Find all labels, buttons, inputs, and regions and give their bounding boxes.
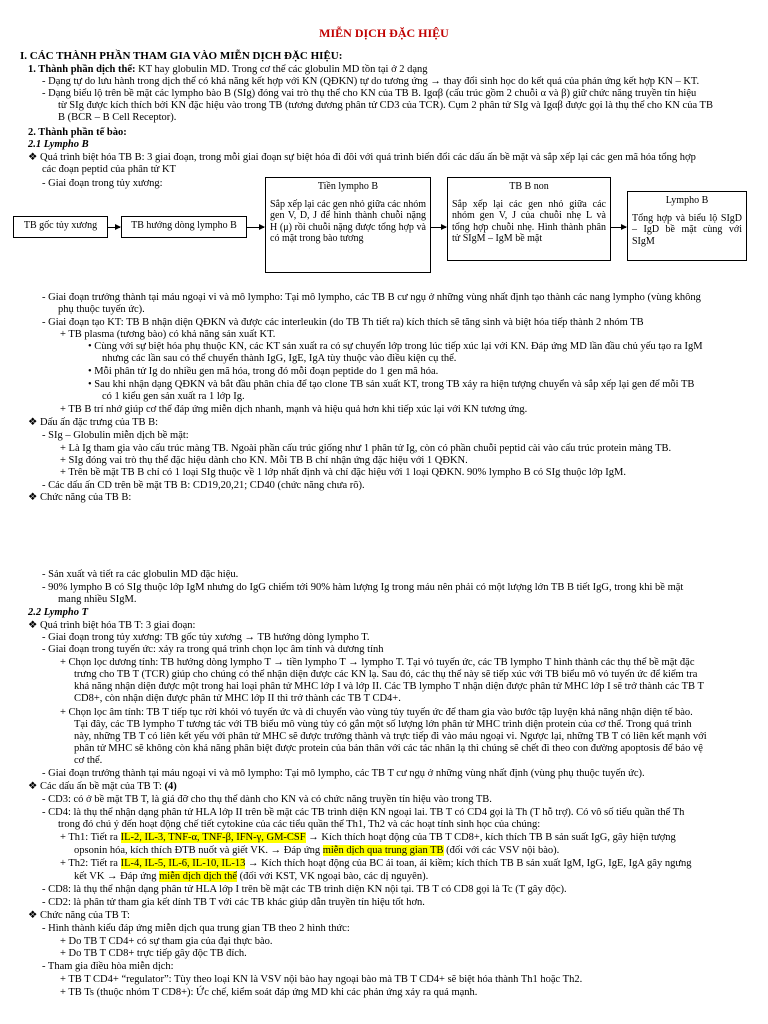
text-line: + TB plasma (tương bào) có khả năng sản xuất KT. (60, 329, 276, 340)
section-heading-1: I. CÁC THÀNH PHẦN THAM GIA VÀO MIỄN DỊCH ĐẶC HIỆU: (20, 50, 343, 62)
text-line: có 1 kiểu gen sản xuất ra 1 lớp Ig. (102, 391, 245, 402)
text-line: - Sản xuất và tiết ra các globulin MD đặc hiệu. (42, 569, 239, 580)
flow-box-heading: Lympho B (665, 195, 709, 206)
text-line: + TB Ts (thuộc nhóm T CD8+): Ức chế, kiểm soát đáp ứng MD khi các phản ứng xảy ra quá mạnh. (60, 987, 478, 998)
flow-box-text: Tổng hợp và biểu lộ SIgD – IgD bề mặt cùng với SIgM (632, 212, 742, 247)
text-line: - Dạng tự do lưu hành trong dịch thể có khả năng kết hợp với KN (QĐKN) tự do tương ứng → thay đổi sinh học do kết quả của phản ứng kết hợp KN – KT. (42, 76, 700, 87)
text-line: ❖ Dấu ấn đặc trưng của TB B: (28, 417, 159, 428)
text-line: ❖ Quá trình biệt hóa TB T: 3 giai đoạn: (28, 620, 196, 631)
flow-arrow (247, 227, 264, 228)
text-line: nhưng các lần sau có thể chuyển thành IgG, IgE, IgA tùy thuộc vào điều kiện cụ thể. (102, 353, 457, 364)
text-line: + TB B trí nhớ giúp cơ thể đáp ứng miễn dịch nhanh, mạnh và hiệu quả hơn khi tiếp xúc lại với KN tương ứng. (60, 404, 528, 415)
text-line: ❖ Quá trình biệt hóa TB B: 3 giai đoạn, trong mỗi giai đoạn sự biệt hóa đi đôi với quá trình biến đổi các dấu ấn bề mặt và sắp xếp lại các gen mã hóa tổng hợp (28, 152, 696, 163)
text-line: - CD2: là phân tử tham gia kết dính TB T với các TB khác giúp dẫn truyền tín hiệu tốt hơn. (42, 897, 425, 908)
text-line: • Cùng với sự biệt hóa phụ thuộc KN, các KT sản xuất ra có sự chuyển lớp trong lúc tiếp xúc lại với KN. Đáp ứng MD lần đầu chủ yếu tạo ra IgM (88, 341, 703, 352)
flow-box-heading: Tiền lympho B (317, 181, 379, 192)
text-line: trưng cho TB T (TCR) giúp cho chúng có thể nhận diện được các KN lạ. Sau đó, các thụ thể này sẽ tiếp xúc với TB biểu mô vỏ tuyến ức để kiểm tra (74, 669, 698, 680)
text-line: - Giai đoạn trong tuyến ức: xảy ra trong quá trình chọn lọc âm tính và dương tính (42, 644, 384, 655)
flow-box-text: Sắp xếp lại các gen nhỏ giữa các nhóm gen V, D, J để hình thành chuỗi nặng H (μ) rồi chuỗi nặng được tổng hợp và có mặt trong bào tương (270, 198, 426, 244)
text-line: khả năng nhận diện được một trong hai loại phân tử MHC lớp I và lớp II. Các TB lympho T nhận diện được phân tử MHC lớp I sẽ trở thành các TB T (74, 681, 704, 692)
text-line: • Sau khi nhận dạng QĐKN và bắt đầu phân chia để tạo clone TB sản xuất KT, trong TB xảy ra hiện tượng chuyển và sắp xếp lại gen để mỗi TB (88, 379, 695, 390)
flow-box-stem-cell: TB gốc tủy xương (13, 216, 108, 238)
text-line: - Giai đoạn tạo KT: TB B nhận diện QĐKN và được các interleukin (do TB Th tiết ra) kích thích sẽ tăng sinh và biệt hóa tiếp thành 2 nhóm TB (42, 317, 644, 328)
text-line: phân tử MHC sẽ không còn khả năng phân biệt được protein của bản thân với các tác nhân lạ thì chúng sẽ chết đi theo con đường apoptosis để bảo vệ (74, 743, 703, 754)
text-line: ❖ Chức năng của TB T: (28, 910, 130, 921)
text-line: cơ thể. (74, 755, 103, 766)
page-title: MIỄN DỊCH ĐẶC HIỆU (319, 26, 449, 40)
text-line: + Th2: Tiết ra IL-4, IL-5, IL-6, IL-10, IL-13 → Kích thích hoạt động của BC ái toan, ái kiềm; kích thích TB B sản xuất IgM, IgG, IgE, IgA gây ngưng (60, 858, 692, 869)
highlight: miễn dịch dịch thể (159, 871, 237, 882)
text-line: - 90% lympho B có SIg thuộc lớp IgM nhưng do IgG chiếm tới 90% hàm lượng Ig trong máu nên phải có một lượng lớn TB B tiết IgG, trong khi bề mặt (42, 582, 684, 593)
text-line: + Do TB T CD4+ có sự tham gia của đại thực bào. (60, 936, 273, 947)
flow-box-immature-b (447, 177, 611, 261)
text-line: này, những TB T có liên kết yếu với phân tử MHC sẽ được trưởng thành và trực tiếp đi vào máu ngoại vi. Ngược lại, những TB T có liên kết mạnh với (74, 731, 707, 742)
text-line: phụ thuộc tuyến ức). (58, 304, 145, 315)
text-line: + Trên bề mặt TB B chỉ có 1 loại SIg thuộc về 1 lớp nhất định và chỉ đặc hiệu với 1 loại QĐKN. 90% lympho B có SIg thuộc lớp IgM. (60, 467, 626, 478)
subsection-lympho-b: 2.1 Lympho B (28, 139, 89, 150)
text-line: CD8+, còn nhận diện được phân tử MHC lớp II thì trở thành các TB T CD4+. (74, 693, 401, 704)
text-line: Tại đây, các TB lympho T tương tác với TB biểu mô vùng tủy có gắn một số lượng lớn phân tử MHC trình diện protein của cơ thể. Trong quá trình (74, 719, 692, 730)
text-line: - Giai đoạn trưởng thành tại máu ngoại vi và mô lympho: Tại mô lympho, các TB B cư ngụ ở những vùng nhất định tạo thành các nang lympho (vùng không (42, 292, 701, 303)
text-line: trong đó chú ý đến hoạt động chế tiết cytokine của các tiểu quần thể Th1, Th2 và các hoạt tính sinh học của chúng: (58, 819, 541, 830)
text-line: ❖ Chức năng của TB B: (28, 492, 132, 503)
text-line: mang nhiều SIgM. (58, 594, 137, 605)
text-line: - Giai đoạn trong tủy xương: TB gốc tủy xương → TB hướng dòng lympho T. (42, 632, 370, 643)
text-line: + Do TB T CD8+ trực tiếp gây độc TB đích. (60, 948, 247, 959)
text-line: - Dạng biểu lộ trên bề mặt các lympho bào B (SIg) đóng vai trò thụ thể cho KN của TB B. Igαβ (cấu trúc gồm 2 chuỗi α và β) giữ chức năng truyền tín hiệu (42, 88, 697, 99)
text-line: B (BCR – B Cell Receptor). (58, 112, 177, 123)
text-line: kết VK → Đáp ứng miễn dịch dịch thể (đối với KST, VK ngoại bào, các dị nguyên). (74, 871, 429, 882)
subsection-lympho-t: 2.2 Lympho T (28, 607, 88, 618)
text-line: - Giai đoạn trong tủy xương: (42, 178, 163, 189)
highlight: IL-4, IL-5, IL-6, IL-10, IL-13 (120, 858, 246, 869)
text-line: + Chọn lọc dương tính: TB hướng dòng lympho T → tiền lympho T → lympho T. Tại vỏ tuyến ức, các TB lympho T hình thành các thụ thể bề mặt đặc (60, 657, 695, 668)
flow-box-pro-b (265, 177, 431, 273)
highlight: IL-2, IL-3, TNF-α, TNF-β, IFN-γ, GM-CSF (120, 832, 306, 843)
text-line: - CD3: có ở bề mặt TB T, là giá đỡ cho thụ thể dành cho KN và có chức năng truyền tín hiệu vào trong TB. (42, 794, 492, 805)
text-line: - Tham gia điều hòa miễn dịch: (42, 961, 174, 972)
flow-box-heading: TB B non (509, 181, 549, 192)
subsection-humoral: 1. Thành phần dịch thể: KT hay globulin MD. Trong cơ thể các globulin MD tồn tại ở 2 dạng (28, 64, 428, 75)
highlight: miễn dịch qua trung gian TB (322, 845, 444, 856)
text-line: + SIg đóng vai trò thụ thể đặc hiệu dành cho KN. Mỗi TB B chỉ nhận ứng đặc hiệu với 1 QĐKN. (60, 455, 468, 466)
text-line: - CD4: là thụ thể nhận dạng phân tử HLA lớp II trên bề mặt các TB trình diện KN ngoại lai. TB T có CD4 gọi là Th (T hỗ trợ). Có vô số tiểu quần thể Th (42, 807, 685, 818)
text-line: các đoạn peptid của phân tử KT (42, 164, 176, 175)
text-line: + Th1: Tiết ra IL-2, IL-3, TNF-α, TNF-β, IFN-γ, GM-CSF → Kích thích hoạt động của TB T CD8+, kích thích TB B sản suất IgG, gây hiện tượng (60, 832, 676, 843)
text-line: - Các dấu ấn CD trên bề mặt TB B: CD19,20,21; CD40 (chức năng chưa rõ). (42, 480, 365, 491)
text-line: - Giai đoạn trưởng thành tại máu ngoại vi và mô lympho: Tại mô lympho, các TB T cư ngụ ở những vùng nhất định (vùng phụ thuộc tuyến ức). (42, 768, 645, 779)
text-line: + Chọn lọc âm tính: TB T tiếp tục rời khỏi vỏ tuyến ức và di chuyển vào vùng tủy tuyến ức để tham gia vào bước tập luyện khả năng nhận diện tế bào. (60, 707, 693, 718)
text-line: + TB T CD4+ “regulator”: Tùy theo loại KN là VSV nội bào hay ngoại bào mà TB T CD4+ sẽ biệt hóa thành Th1 hoặc Th2. (60, 974, 583, 985)
text-line: • Mỗi phân tử Ig do nhiều gen mã hóa, trong đó mỗi đoạn peptide do 1 gen mã hóa. (88, 366, 439, 377)
flow-box-text: Sắp xếp lại các gen nhỏ giữa các nhóm gen V, J của chuỗi nhẹ L và tổng hợp chuỗi nhẹ. Hình thành phân tử SIgM – IgM bề mặt (452, 198, 606, 244)
text-line: + Là Ig tham gia vào cấu trúc màng TB. Ngoài phần cấu trúc giống như 1 phân tử Ig, còn có phần chuỗi peptid cài vào cấu trúc protein màng TB. (60, 443, 672, 454)
flow-arrow (431, 227, 446, 228)
text-line: ❖ Các dấu ấn bề mặt của TB T: (4) (28, 781, 177, 792)
subsection-cells: 2. Thành phần tế bào: (28, 127, 127, 138)
flow-box-b-lineage: TB hướng dòng lympho B (121, 216, 247, 238)
flow-arrow (611, 227, 626, 228)
text-line: opsonin hóa, kích thích ĐTB nuốt và giết VK. → Đáp ứng miễn dịch qua trung gian TB (đối với các VSV nội bào). (74, 845, 560, 856)
text-line: từ SIg được kích thích bởi KN đặc hiệu vào trong TB (tương đương phân tử CD3 của TCR). Cụm 2 phân tử SIg và Igαβ được gọi là thụ thể cho KN của TB (58, 100, 713, 111)
flow-box-mature-b (627, 191, 747, 261)
text-line: - Hình thành kiểu đáp ứng miễn dịch qua trung gian TB theo 2 hình thức: (42, 923, 350, 934)
flow-arrow (108, 227, 120, 228)
text-line: - CD8: là thụ thể nhận dạng phân tử HLA lớp I trên bề mặt các TB trình diện KN nội tại. TB T có CD8 gọi là Tc (T gây độc). (42, 884, 567, 895)
text-line: - SIg – Globulin miễn dịch bề mặt: (42, 430, 189, 441)
